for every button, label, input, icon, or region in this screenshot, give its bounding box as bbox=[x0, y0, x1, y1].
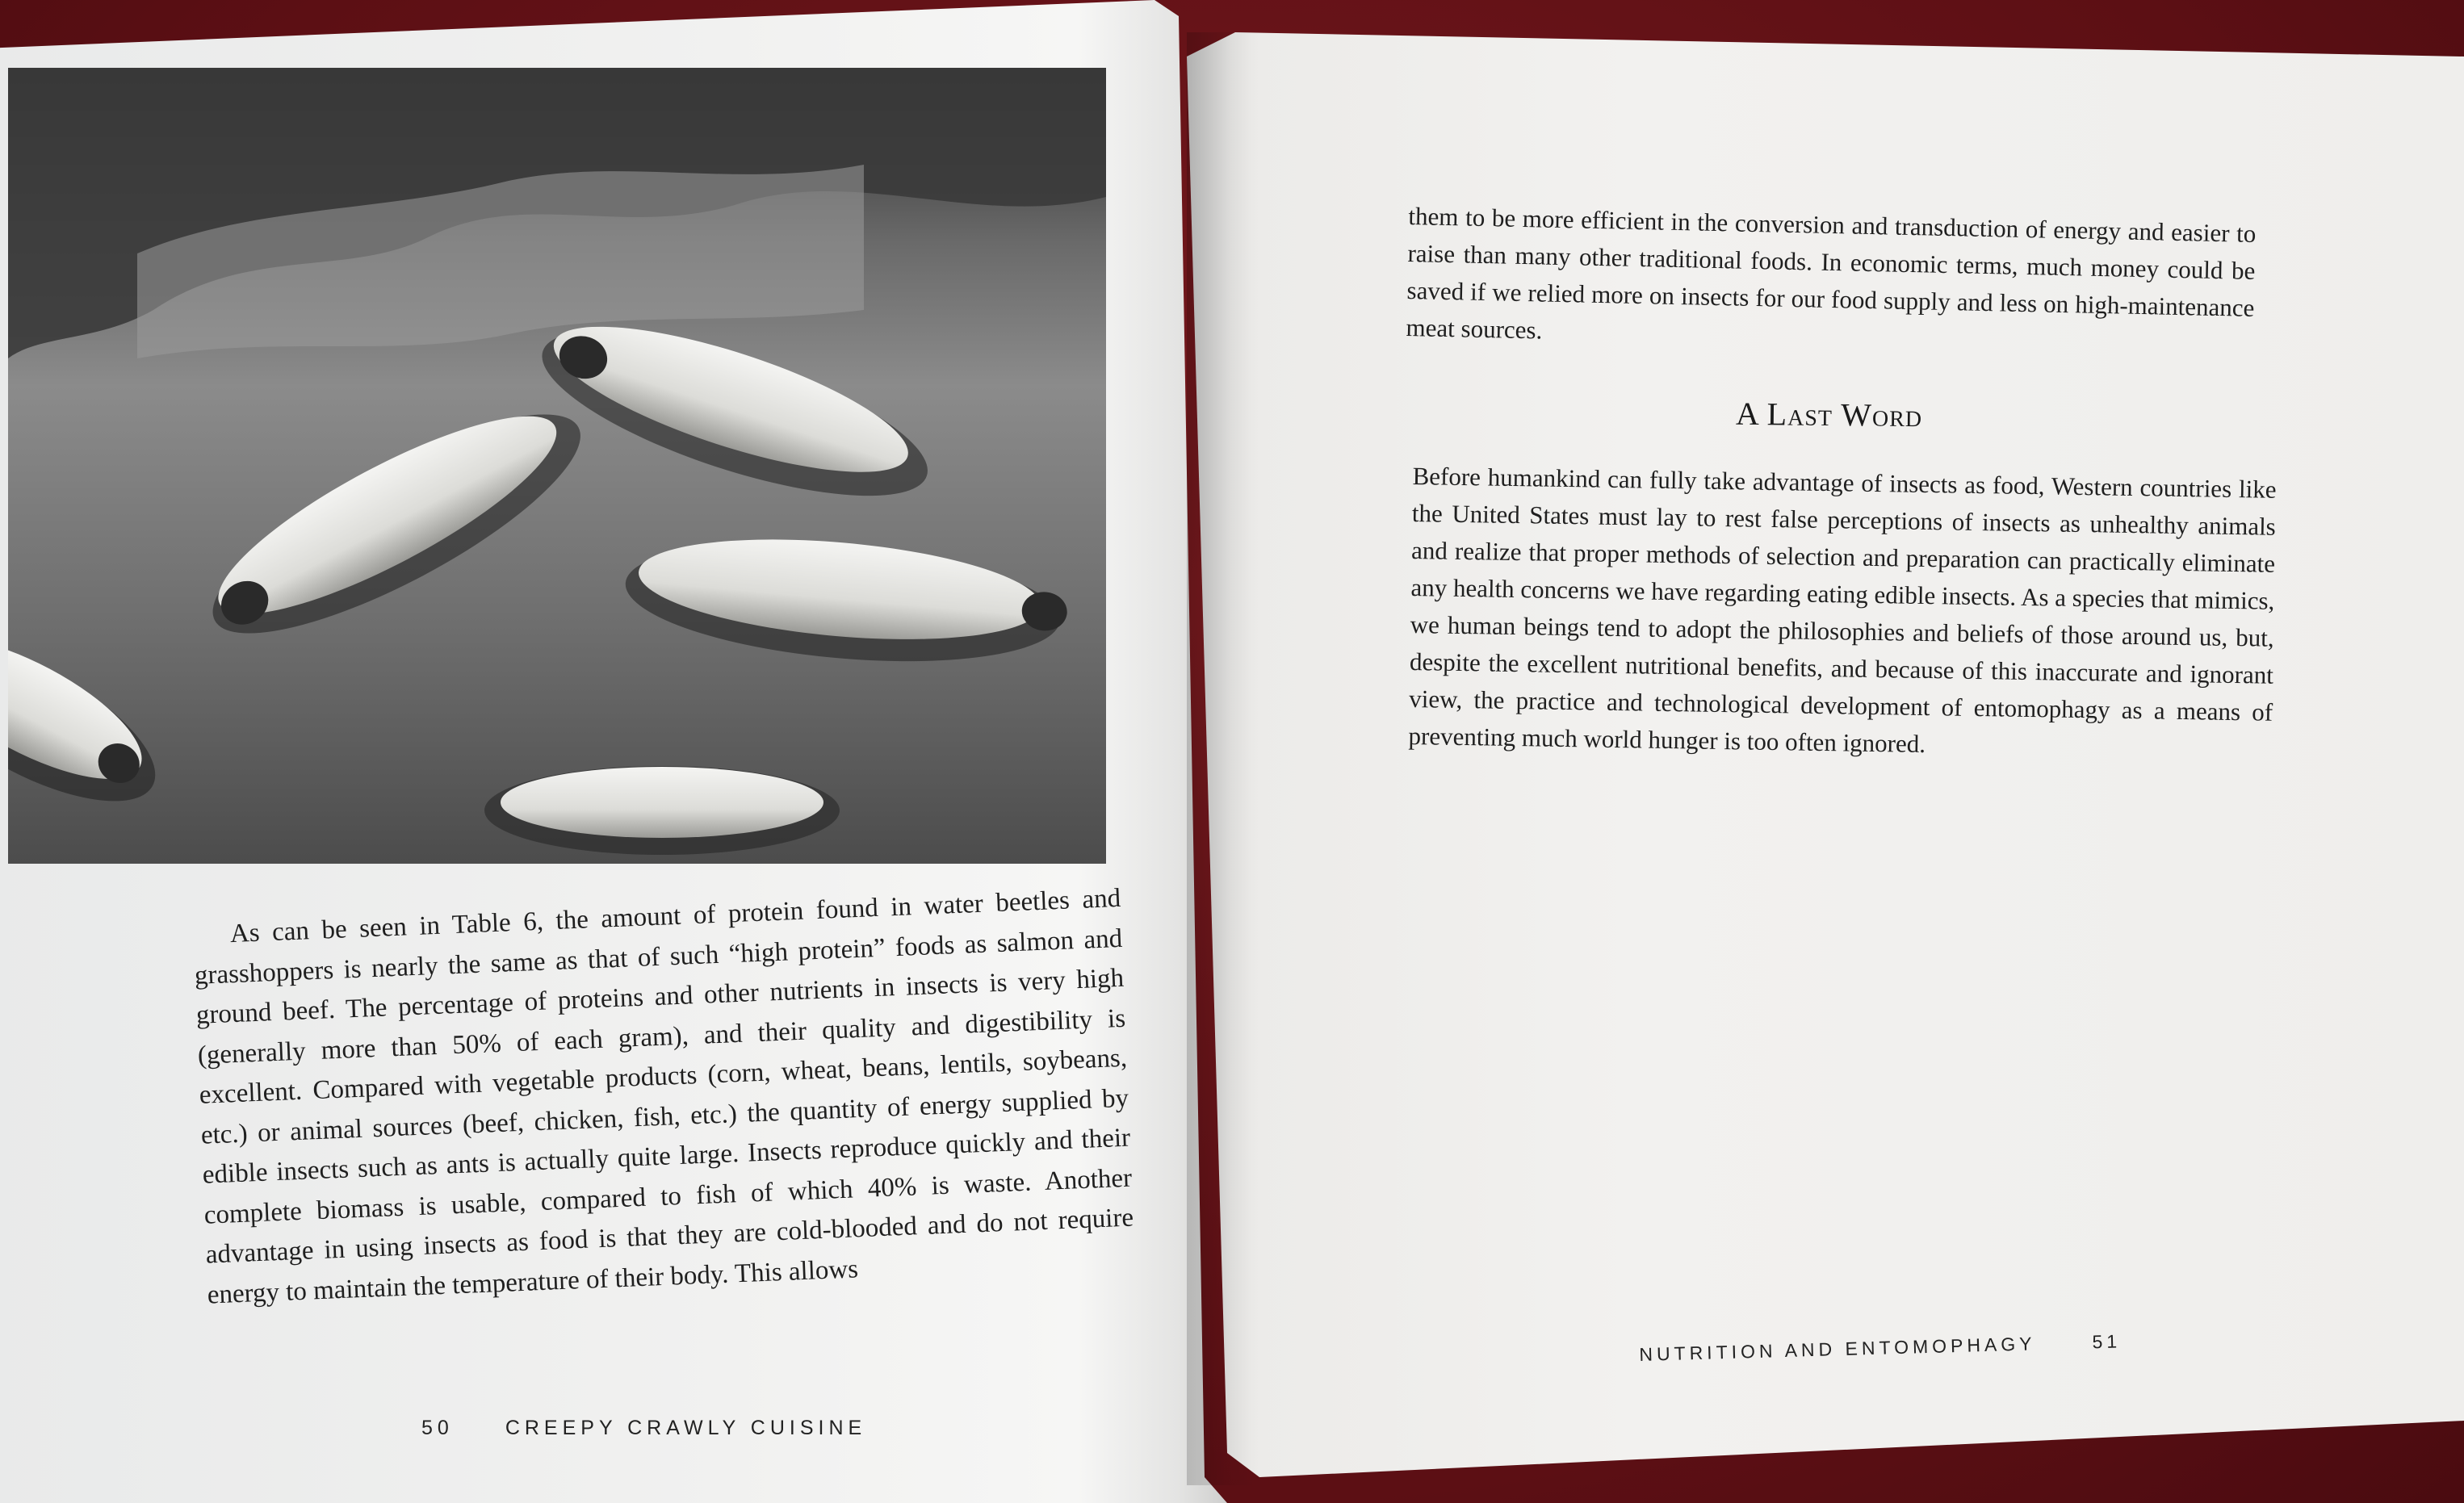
larvae-photograph bbox=[8, 68, 1106, 864]
section-heading: A Last Word bbox=[1735, 395, 1923, 434]
right-running-head: NUTRITION AND ENTOMOPHAGY bbox=[1639, 1333, 2036, 1365]
larvae-illustration bbox=[8, 68, 1106, 864]
left-page-body-text: As can be seen in Table 6, the amount of protein found in water beetles and grasshoppers is nearly the same as that of such “high protein” foods as salmon and ground beef. The percentage of proteins and other nutrients in insects is very high (generally more than 50% of each gram), and their quality and digestibility is excellent. Compared with vegetable products (corn, wheat, beans, lentils, soybeans, etc.) or animal sources (beef, chicken, fish, etc.) the quantity of energy supplied by edible insects such as ants is actually quite large. Insects reproduce quickly and their complete biomass is usable, compared to fish of which 40% is waste. Another advantage in using insects as food is that they are cold-blooded and do not require energy to maintain the temperature of their body. This allows bbox=[194, 883, 1134, 1310]
left-page-footer bbox=[421, 1417, 866, 1440]
left-page-number: 50 bbox=[421, 1417, 454, 1439]
left-running-head: CREEPY CRAWLY CUISINE bbox=[505, 1417, 867, 1439]
right-page-number: 51 bbox=[2092, 1330, 2122, 1353]
book-gutter bbox=[1187, 32, 1259, 1485]
right-page-body-text: Before humankind can fully take advantage of insects as food, Western countries like the United States must lay to rest false perceptions of insects as unhealthy animals and realize that proper methods of selection and preparation can practically eliminate any health concerns we have regarding eating edible insects. As a species that mimics, we human beings tend to adopt the philosophies and beliefs of those around us, but, despite the excellent nutritional benefits, and because of this inaccurate and ignorant view, the practice and technological development of entomophagy as a means of preventing much world hunger is too often ignored. bbox=[1408, 461, 2277, 759]
right-page-continued-text: them to be more efficient in the conversion and transduction of energy and easier to raise than many other traditional foods. In economic terms, much money could be saved if we relied more on insects for our food supply and less on high-maintenance meat sources. bbox=[1406, 201, 2257, 345]
